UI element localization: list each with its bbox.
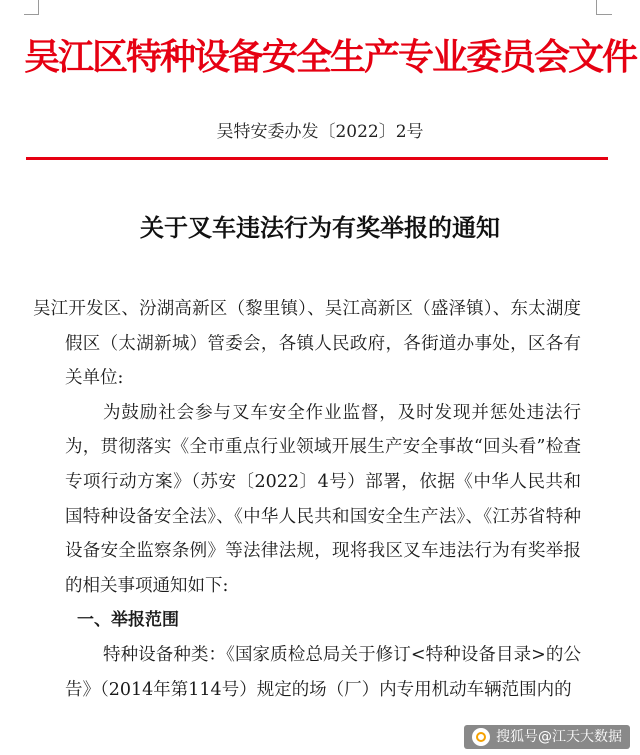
crop-mark-top-right-vertical: [596, 0, 597, 14]
document-body: [33, 292, 581, 707]
crop-mark-top-left-vertical: [38, 0, 39, 14]
body-paragraph-1: 为鼓励社会参与叉车安全作业监督，及时发现并惩处违法行为，贯彻落实《全市重点行业领域开展生产安全事故“回头看”检查专项行动方案》（苏安〔2022〕4号）部署，依据《中华人民共和国特种设备安全法》、《中华人民共和国安全生产法》、《江苏省特种设备安全监察条例》等法律法规，现将我区叉车违法行为有奖举报的相关事项通知如下:: [65, 402, 581, 596]
salutation-paragraph: 吴江开发区、汾湖高新区（黎里镇）、吴江高新区（盛泽镇）、东太湖度假区（太湖新城）管委会，各镇人民政府，各街道办事处，区各有关单位:: [33, 299, 581, 389]
org-header-title: 吴江区特种设备安全生产专业委员会文件: [24, 37, 637, 78]
watermark-text: 搜狐号@江天大数据: [496, 729, 622, 745]
sohu-logo-icon: [472, 728, 490, 746]
section-heading-scope: 一、举报范围: [77, 610, 179, 631]
notice-title: 关于叉车违法行为有奖举报的通知: [140, 214, 500, 242]
red-divider-line: [26, 157, 608, 160]
body-paragraph-2: 特种设备种类：《国家质检总局关于修订<特种设备目录>的公告》（2014年第114号）规定的场（厂）内专用机动车辆范围内的: [65, 644, 581, 700]
sohu-watermark: [464, 725, 630, 749]
crop-mark-top-left-horizontal: [24, 14, 39, 15]
document-number: 吴特安委办发〔2022〕2号: [216, 122, 424, 142]
crop-mark-top-right-horizontal: [596, 14, 612, 15]
